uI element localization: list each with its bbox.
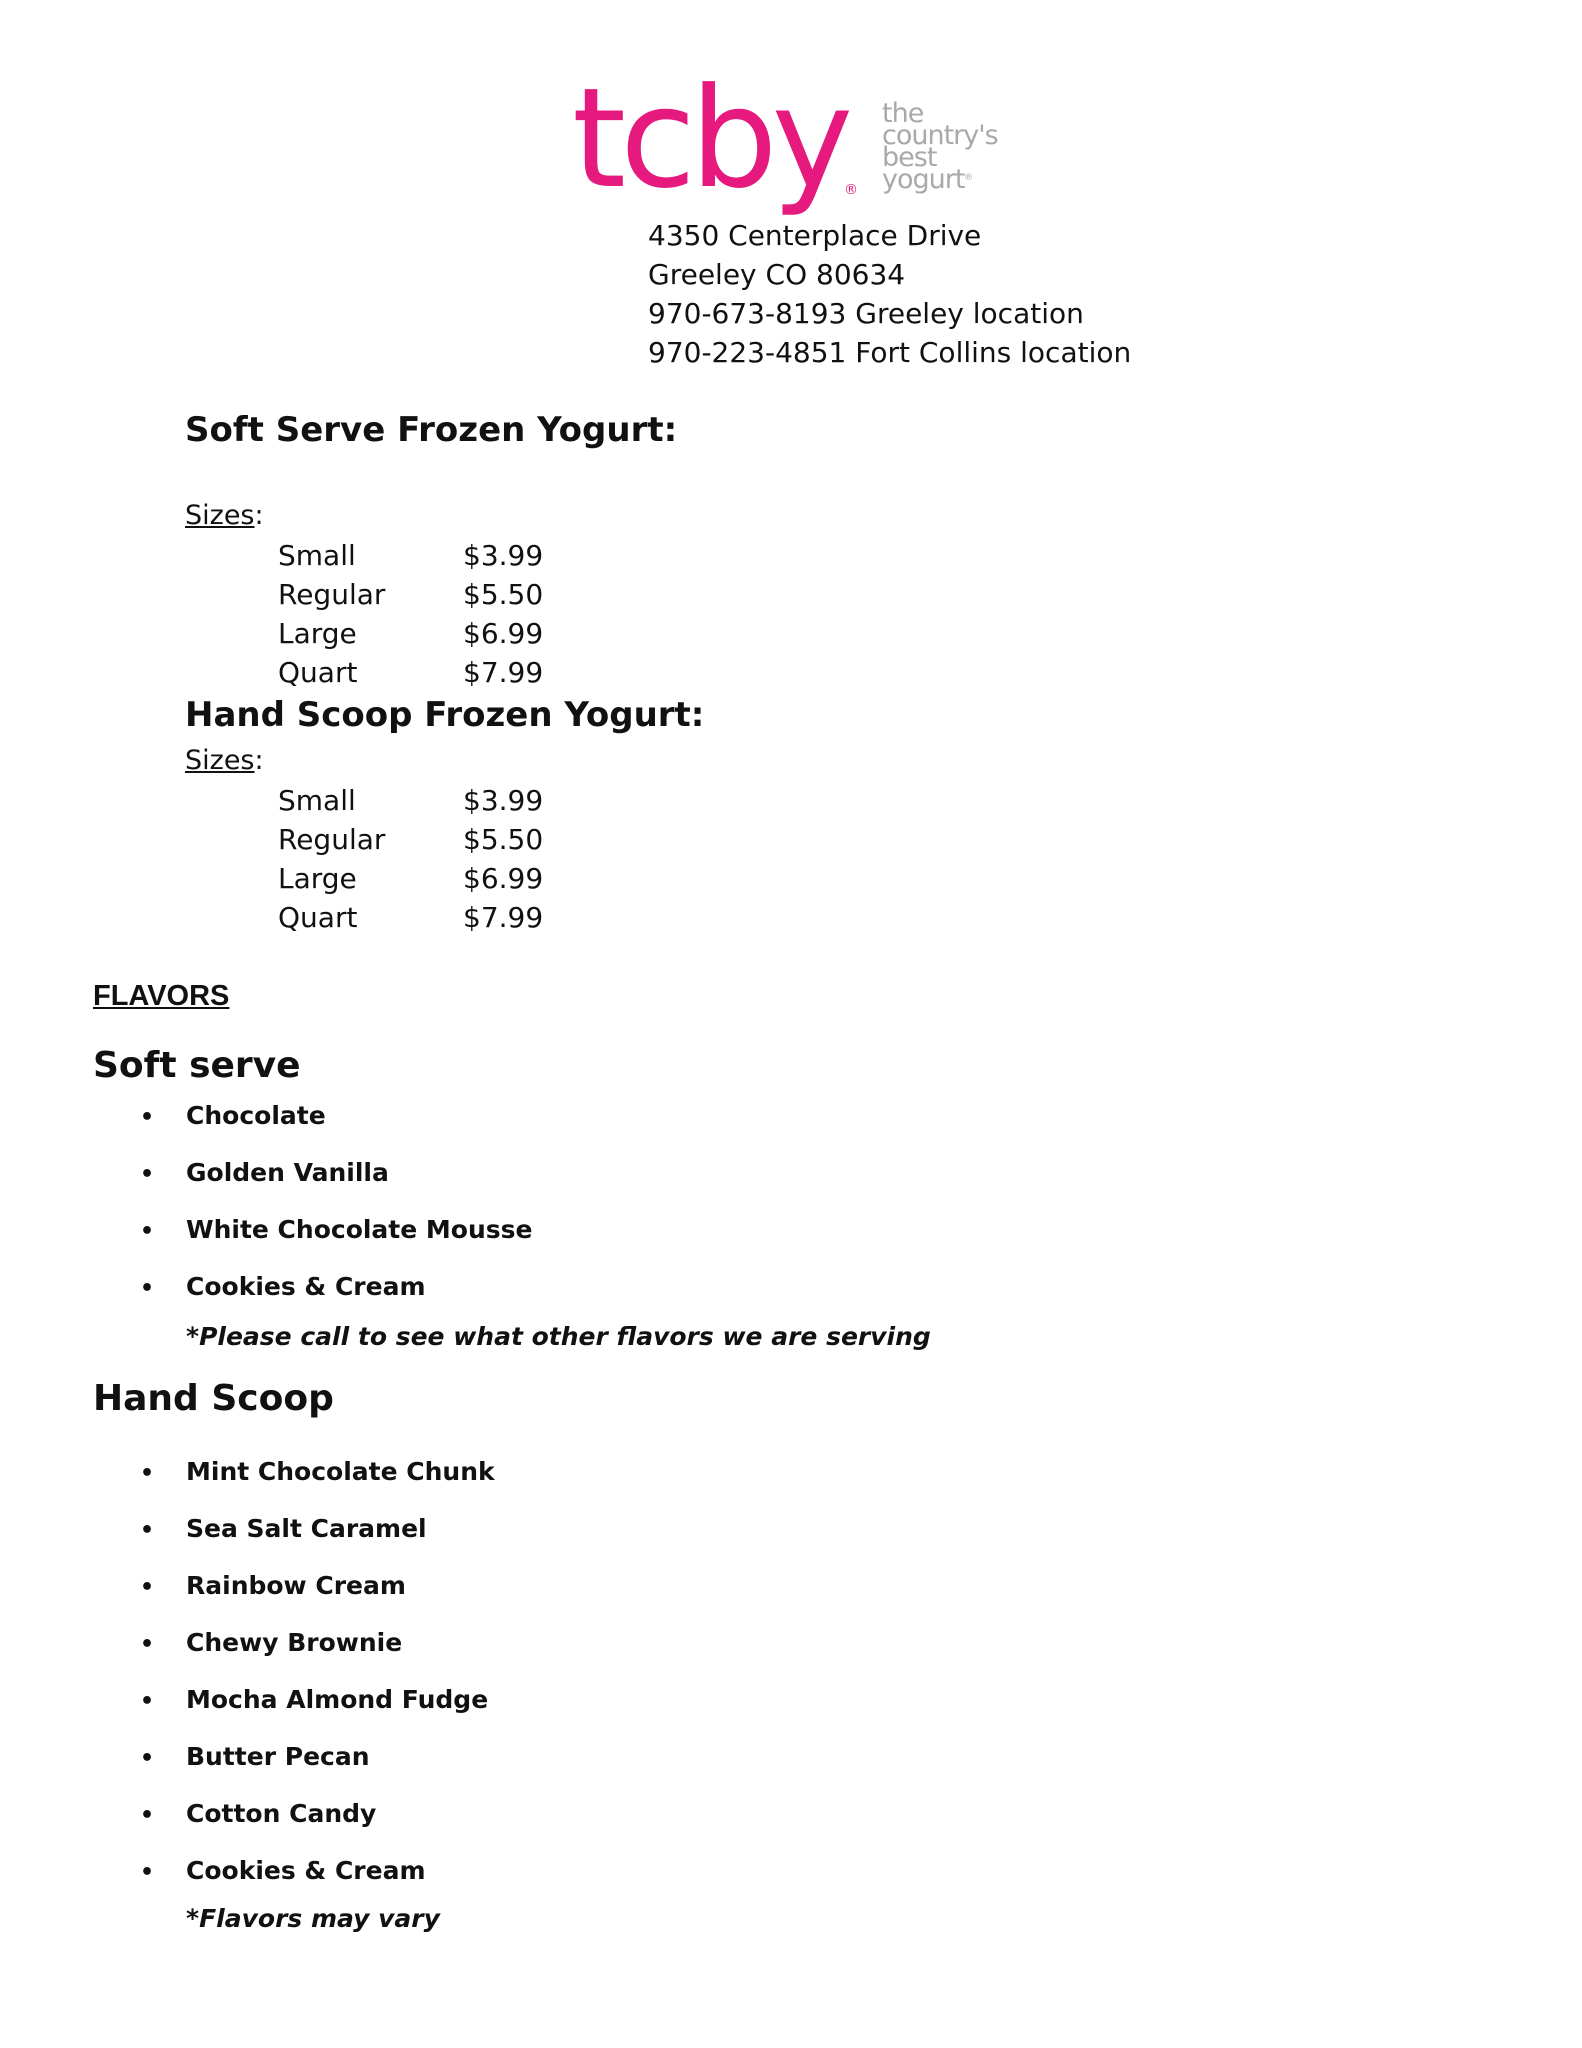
size-name: Small	[278, 539, 356, 572]
list-item	[140, 1728, 495, 1785]
soft-serve-flavors-heading: Soft serve	[93, 1045, 301, 1086]
size-price: $7.99	[463, 656, 544, 689]
phone-greeley: 970-673-8193 Greeley location	[648, 297, 1084, 330]
flavor-name: Rainbow Cream	[186, 1571, 406, 1600]
bullet-icon: •	[140, 1803, 155, 1828]
size-row	[278, 820, 543, 859]
flavor-name: Cotton Candy	[186, 1799, 377, 1828]
flavor-name: Chocolate	[186, 1101, 326, 1130]
list-item	[140, 1258, 532, 1315]
soft-serve-sizes-label-text: Sizes	[185, 500, 255, 531]
size-row	[278, 898, 543, 937]
size-row	[278, 653, 543, 692]
logo-tagline-line-2: country's	[882, 120, 998, 151]
bullet-icon: •	[140, 1746, 155, 1771]
flavor-name: Sea Salt Caramel	[186, 1514, 427, 1543]
logo-brand-text: tcby	[572, 58, 848, 219]
store-address	[648, 216, 1131, 372]
flavor-name: White Chocolate Mousse	[186, 1215, 533, 1244]
list-item	[140, 1557, 495, 1614]
soft-serve-sizes-label	[185, 500, 264, 531]
bullet-icon: •	[140, 1276, 155, 1301]
size-price: $3.99	[463, 539, 544, 572]
size-name: Regular	[278, 578, 386, 611]
bullet-icon: •	[140, 1219, 155, 1244]
bullet-icon: •	[140, 1461, 155, 1486]
flavor-name: Chewy Brownie	[186, 1628, 403, 1657]
tcby-logo	[572, 58, 1002, 219]
size-price: $6.99	[463, 862, 544, 895]
size-price: $3.99	[463, 784, 544, 817]
bullet-icon: •	[140, 1518, 155, 1543]
list-item	[140, 1201, 532, 1258]
list-item	[140, 1443, 495, 1500]
list-item	[140, 1842, 495, 1899]
flavor-name: Cookies & Cream	[186, 1856, 426, 1885]
size-price: $6.99	[463, 617, 544, 650]
address-street: 4350 Centerplace Drive	[648, 219, 982, 252]
bullet-icon: •	[140, 1162, 155, 1187]
soft-serve-flavor-list	[140, 1087, 532, 1315]
bullet-icon: •	[140, 1689, 155, 1714]
logo-tagline-registered: ®	[964, 173, 973, 183]
flavors-title: FLAVORS	[93, 980, 230, 1012]
address-city: Greeley CO 80634	[648, 258, 906, 291]
hand-scoop-flavors-heading: Hand Scoop	[93, 1378, 334, 1419]
hand-scoop-flavor-list	[140, 1443, 495, 1899]
flavor-name: Butter Pecan	[186, 1742, 370, 1771]
hand-scoop-pricing-heading: Hand Scoop Frozen Yogurt:	[185, 695, 705, 735]
flavor-name: Mocha Almond Fudge	[186, 1685, 489, 1714]
list-item	[140, 1671, 495, 1728]
bullet-icon: •	[140, 1575, 155, 1600]
bullet-icon: •	[140, 1105, 155, 1130]
size-name: Quart	[278, 901, 358, 934]
list-item	[140, 1087, 532, 1144]
size-name: Quart	[278, 656, 358, 689]
size-name: Large	[278, 617, 357, 650]
flavor-name: Golden Vanilla	[186, 1158, 389, 1187]
hand-scoop-sizes-label	[185, 745, 264, 776]
size-row	[278, 781, 543, 820]
size-row	[278, 614, 543, 653]
soft-serve-sizes-colon: :	[254, 500, 264, 531]
list-item	[140, 1785, 495, 1842]
logo-tagline-line-3: best	[882, 142, 937, 173]
list-item	[140, 1144, 532, 1201]
size-price: $5.50	[463, 823, 544, 856]
hand-scoop-size-table	[278, 781, 543, 937]
list-item	[140, 1614, 495, 1671]
size-name: Small	[278, 784, 356, 817]
hand-scoop-sizes-label-text: Sizes	[185, 745, 255, 776]
hand-scoop-sizes-colon: :	[254, 745, 264, 776]
size-row	[278, 536, 543, 575]
bullet-icon: •	[140, 1632, 155, 1657]
bullet-icon: •	[140, 1860, 155, 1885]
soft-serve-pricing-heading: Soft Serve Frozen Yogurt:	[185, 410, 678, 450]
phone-fort-collins: 970-223-4851 Fort Collins location	[648, 336, 1132, 369]
tcby-logo-graphic	[572, 58, 1002, 219]
size-price: $5.50	[463, 578, 544, 611]
size-name: Regular	[278, 823, 386, 856]
size-price: $7.99	[463, 901, 544, 934]
soft-serve-note: *Please call to see what other flavors we are serving	[186, 1322, 931, 1351]
logo-tagline-line-1: the	[882, 98, 924, 129]
logo-registered-mark: ®	[844, 182, 858, 198]
size-row	[278, 859, 543, 898]
soft-serve-size-table	[278, 536, 543, 692]
logo-tagline-line-4: yogurt	[882, 164, 965, 195]
size-name: Large	[278, 862, 357, 895]
flavor-name: Mint Chocolate Chunk	[186, 1457, 495, 1486]
hand-scoop-note: *Flavors may vary	[186, 1904, 440, 1933]
list-item	[140, 1500, 495, 1557]
size-row	[278, 575, 543, 614]
flavor-name: Cookies & Cream	[186, 1272, 426, 1301]
